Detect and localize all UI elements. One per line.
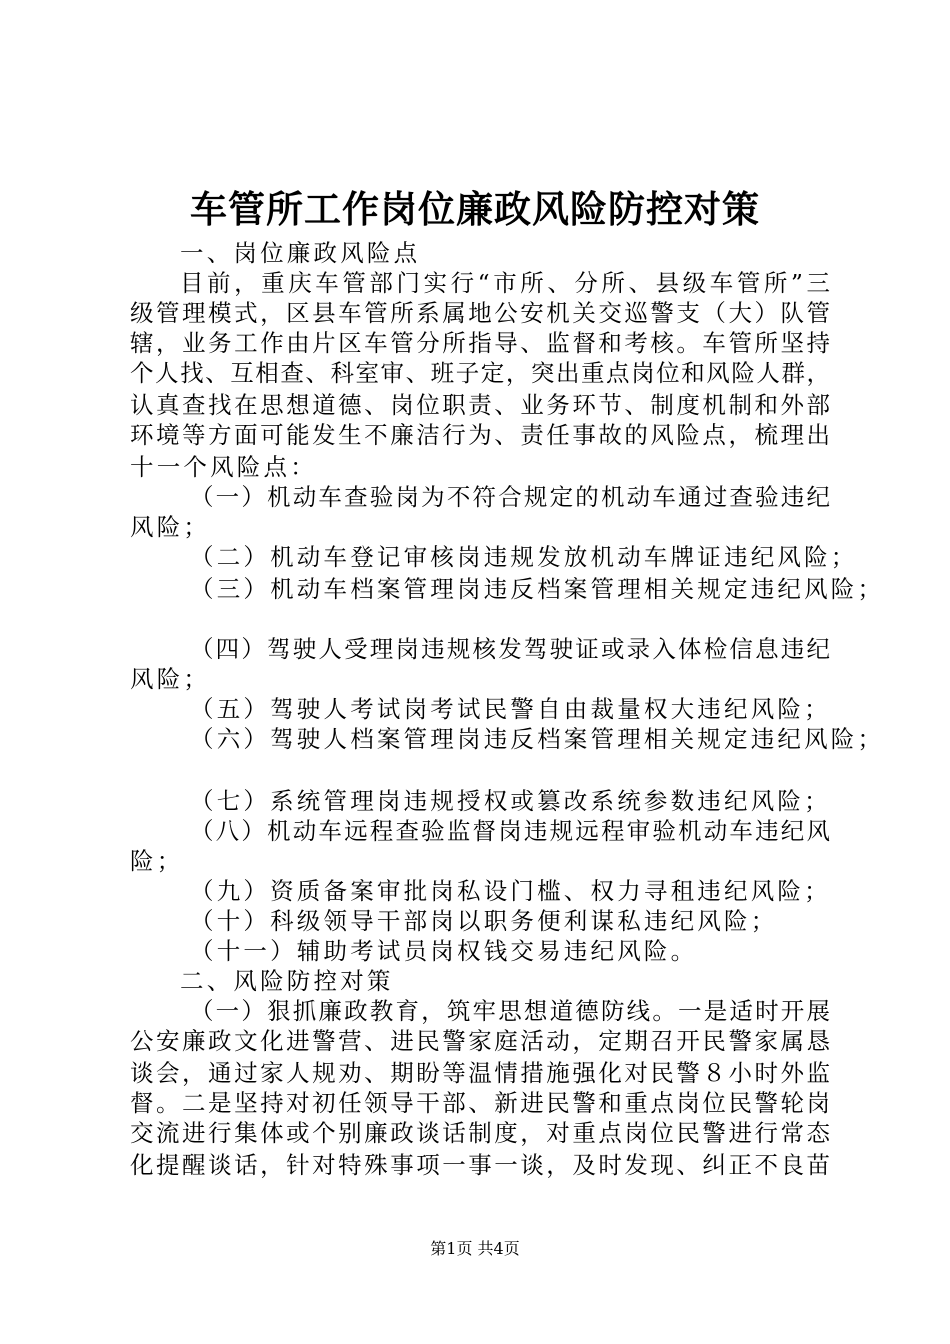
paragraph-line: 认真查找在思想道德、岗位职责、业务环节、制度机制和外部 bbox=[130, 391, 830, 419]
list-item: （六）驾驶人档案管理岗违反档案管理相关规定违纪风险； bbox=[190, 725, 885, 753]
paragraph-line: （一）狠抓廉政教育，筑牢思想道德防线。一是适时开展 bbox=[190, 997, 830, 1025]
list-item: （三）机动车档案管理岗违反档案管理相关规定违纪风险； bbox=[190, 575, 885, 603]
list-item: （九）资质备案审批岗私设门槛、权力寻租违纪风险； bbox=[190, 877, 831, 905]
paragraph-line: 督。二是坚持对初任领导干部、新进民警和重点岗位民警轮岗 bbox=[130, 1089, 830, 1117]
paragraph-line: 十一个风险点： bbox=[130, 453, 317, 481]
paragraph-line: 目前，重庆车管部门实行“市所、分所、县级车管所”三 bbox=[180, 269, 830, 297]
paragraph-line: 环境等方面可能发生不廉洁行为、责任事故的风险点，梳理出 bbox=[130, 421, 830, 449]
list-item: （七）系统管理岗违规授权或篡改系统参数违纪风险； bbox=[190, 787, 831, 815]
list-item-continuation: 险； bbox=[130, 847, 184, 875]
paragraph-line: 个人找、互相查、科室审、班子定，突出重点岗位和风险人群， bbox=[130, 359, 830, 387]
list-item: （十一）辅助考试员岗权钱交易违纪风险。 bbox=[190, 937, 698, 965]
paragraph-line: 化提醒谈话，针对特殊事项一事一谈，及时发现、纠正不良苗 bbox=[130, 1151, 830, 1179]
section-heading: 一、岗位廉政风险点 bbox=[180, 239, 421, 267]
list-item: （四）驾驶人受理岗违规核发驾驶证或录入体检信息违纪 bbox=[190, 635, 830, 663]
list-item: （十）科级领导干部岗以职务便利谋私违纪风险； bbox=[190, 907, 778, 935]
document-title: 车管所工作岗位廉政风险防控对策 bbox=[190, 187, 760, 231]
list-item-continuation: 风险； bbox=[130, 513, 211, 541]
page-number-footer: 第1页 共4页 bbox=[430, 1239, 520, 1258]
paragraph-line: 谈会，通过家人规劝、期盼等温情措施强化对民警８小时外监 bbox=[130, 1059, 830, 1087]
paragraph-line: 级管理模式，区县车管所系属地公安机关交巡警支（大）队管 bbox=[130, 299, 830, 327]
paragraph-line: 交流进行集体或个别廉政谈话制度，对重点岗位民警进行常态 bbox=[130, 1119, 830, 1147]
list-item: （五）驾驶人考试岗考试民警自由裁量权大违纪风险； bbox=[190, 695, 831, 723]
list-item: （二）机动车登记审核岗违规发放机动车牌证违纪风险； bbox=[190, 543, 858, 571]
list-item: （八）机动车远程查验监督岗违规远程审验机动车违纪风 bbox=[190, 817, 830, 845]
section-heading: 二、风险防控对策 bbox=[180, 967, 394, 995]
list-item: （一）机动车查验岗为不符合规定的机动车通过查验违纪 bbox=[190, 483, 830, 511]
list-item-continuation: 风险； bbox=[130, 665, 211, 693]
paragraph-line: 公安廉政文化进警营、进民警家庭活动，定期召开民警家属恳 bbox=[130, 1027, 830, 1055]
paragraph-line: 辖，业务工作由片区车管分所指导、监督和考核。车管所坚持 bbox=[130, 329, 830, 357]
